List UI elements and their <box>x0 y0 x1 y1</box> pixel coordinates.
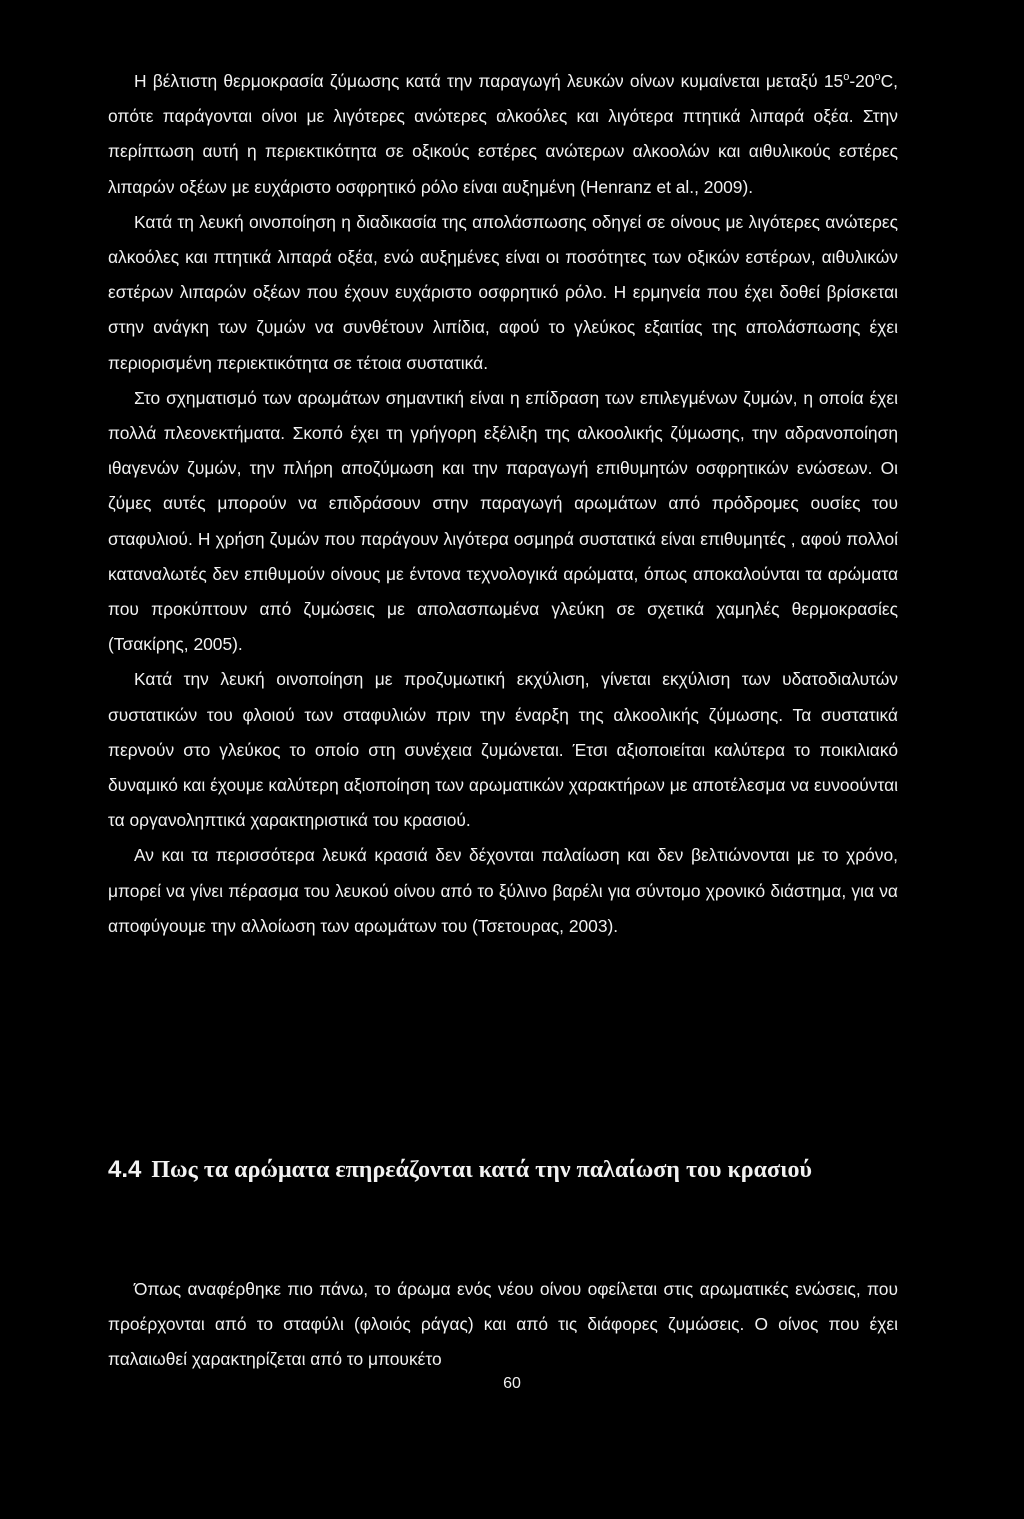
paragraph-text: Η βέλτιστη θερμοκρασία ζύμωσης κατά την παραγωγή λευκών οίνων κυμαίνεται μεταξύ 15 <box>134 71 844 91</box>
paragraph-young-wine-aroma: Όπως αναφέρθηκε πιο πάνω, το άρωμα ενός νέου οίνου οφείλεται στις αρωματικές ενώσεις, που προέρχονται από το σταφύλι (φλοιός ράγας) και από τις διάφορες ζυμώσεις. Ο οίνος που έχει παλαιωθεί χαρακτηρίζεται από το μπουκέτο <box>108 1279 898 1370</box>
paragraph-prefermentative-extraction: Κατά την λευκή οινοποίηση με προζυμωτική εκχύλιση, γίνεται εκχύλιση των υδατοδιαλυτών συστατικών του φλοιού των σταφυλιών πριν την έναρξη της αλκοολικής ζύμωσης. Τα συστατικά περνούν στο γλεύκος το οποίο στη συνέχεια ζυμώνεται. Έτσι αξιοποιείται καλύτερα το ποικιλιακό δυναμικό και έχουμε καλύτερη αξιοποίηση των αρωματικών χαρακτήρων με αποτέλεσμα να ευνοούνται τα οργανοληπτικά χαρακτηριστικά του κρασιού. <box>108 669 898 831</box>
section-heading <box>108 1152 898 1188</box>
paragraph-clarification: Κατά τη λευκή οινοποίηση η διαδικασία της απολάσπωσης οδηγεί σε οίνους με λιγότερες ανώτερες αλκοόλες και πτητικά λιπαρά οξέα, ενώ αυξημένες είναι οι ποσότητες των οξικών εστέρων, αιθυλικών εστέρων λιπαρών οξέων που έχουν ευχάριστο οσφρητικό ρόλο. Η ερμηνεία που έχει δοθεί βρίσκεται στην ανάγκη των ζυμών να συνθέτουν λιπίδια, αφού το γλεύκος εξαιτίας της απολάσπωσης έχει περιορισμένη περιεκτικότητα σε τέτοια συστατικά. <box>108 211 898 373</box>
paragraph-selected-yeasts: Στο σχηματισμό των αρωμάτων σημαντική είναι η επίδραση των επιλεγμένων ζυμών, η οποία έχει πολλά πλεονεκτήματα. Σκοπό έχει τη γρήγορη εξέλιξη της αλκοολικής ζύμωσης, την αδρανοποίηση ιθαγενών ζυμών, την πλήρη αποζύμωση και την παραγωγή επιθυμητών οσφρητικών ενώσεων. Οι ζύμες αυτές μπορούν να επιδράσουν στην παραγωγή αρωμάτων από πρόδρομες ουσίες του σταφυλιού. Η χρήση ζυμών που παράγουν λιγότερα οσμηρά συστατικά είναι επιθυμητές , αφού πολλοί καταναλωτές δεν επιθυμούν οίνους με έντονα τεχνολογικά αρώματα, όπως αποκαλούνται τα αρώματα που προκύπτουν από ζυμώσεις με απολασπωμένα γλεύκη σε σχετικά χαμηλές θερμοκρασίες (Τσακίρης, 2005). <box>108 387 898 655</box>
degree-superscript: ο <box>843 71 850 84</box>
section-title: Πως τα αρώματα επηρεάζονται κατά την παλαίωση του κρασιού <box>151 1157 812 1183</box>
section-number: 4.4 <box>108 1156 142 1183</box>
paragraph-fermentation-temperature <box>108 64 898 205</box>
document-page <box>108 64 898 1370</box>
paragraph-barrel-aging: Αν και τα περισσότερα λευκά κρασιά δεν δέχονται παλαίωση και δεν βελτιώνονται με το χρόνο, μπορεί να γίνει πέρασμα του λευκού οίνου από το ξύλινο βαρέλι για σύντομο χρονικό διάστημα, για να αποφύγουμε την αλλοίωση των αρωμάτων του (Τσετουρας, 2003). <box>108 845 898 936</box>
paragraph-text: -20 <box>849 71 875 91</box>
degree-superscript: ο <box>874 71 881 84</box>
paragraph-text: C, οπότε παράγονται οίνοι με λιγότερες ανώτερες αλκοόλες και λιγότερα πτητικά λιπαρά οξέα. Στην περίπτωση αυτή η περιεκτικότητα σε οξικούς εστέρες ανώτερων αλκοολών και αιθυλικούς εστέρες λιπαρών οξέων με ευχάριστο οσφρητικό ρόλο είναι αυξημένη (Henranz et al., 2009). <box>108 71 898 197</box>
page-number: 60 <box>503 1375 521 1392</box>
